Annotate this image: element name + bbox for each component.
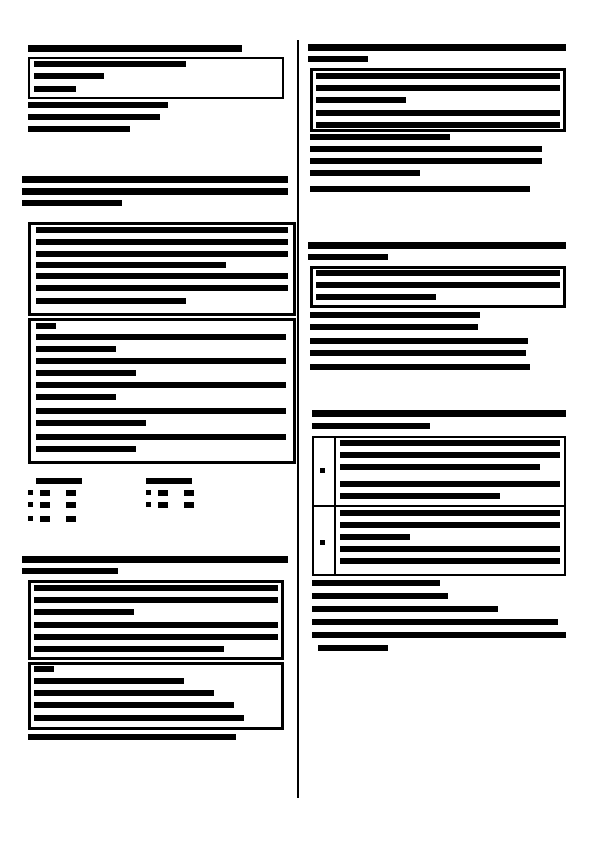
passage-line <box>36 285 288 291</box>
passage-line <box>36 298 186 304</box>
statements-heading <box>36 323 56 329</box>
answer-line <box>310 312 480 318</box>
answer-line <box>310 338 528 344</box>
statement-line <box>34 702 234 708</box>
answer-line <box>310 324 478 330</box>
option-line <box>34 73 104 79</box>
passage-line <box>316 85 560 91</box>
passage-line <box>316 122 560 128</box>
question-line <box>308 44 566 51</box>
answer-line <box>318 645 388 651</box>
passage-line <box>316 270 560 276</box>
answer-line <box>312 606 498 612</box>
answer-line <box>310 134 450 140</box>
answer-line <box>310 158 542 164</box>
statement-line <box>36 420 146 426</box>
answer-line <box>28 114 160 120</box>
question-line <box>312 423 430 429</box>
option-line <box>34 86 76 92</box>
statement-line <box>34 690 214 696</box>
passage-line <box>36 239 288 245</box>
statement-line <box>36 334 286 340</box>
statement-line <box>36 434 286 440</box>
passage-line <box>36 227 288 233</box>
statement-line <box>34 715 244 721</box>
passage-line <box>34 622 278 628</box>
table-cell-line <box>340 440 560 446</box>
answer-line <box>28 102 168 108</box>
statement-line <box>36 394 116 400</box>
row-label <box>320 540 325 545</box>
table-cell-line <box>340 558 560 564</box>
statement-line <box>36 358 286 364</box>
passage-line <box>34 634 278 640</box>
statement-line <box>36 370 136 376</box>
question-line <box>22 200 122 206</box>
question-line <box>308 254 388 260</box>
answer-line <box>312 632 566 638</box>
answer-line <box>310 146 542 152</box>
row-label <box>320 468 325 473</box>
answer-line <box>310 170 420 176</box>
statement-line <box>34 678 184 684</box>
table-cell-line <box>340 546 560 552</box>
question-line <box>22 568 118 574</box>
table-cell-line <box>340 522 560 528</box>
passage-line <box>316 73 560 79</box>
passage-line <box>34 646 224 652</box>
statement-line <box>36 382 286 388</box>
table-row-rule <box>312 505 566 507</box>
answer-line <box>312 580 440 586</box>
statement-line <box>36 446 136 452</box>
answer-line <box>310 186 530 192</box>
passage-line <box>316 97 406 103</box>
passage-line <box>34 609 134 615</box>
passage-line <box>36 273 288 279</box>
statements-heading <box>34 666 54 672</box>
answer-line <box>310 364 530 370</box>
answer-line <box>310 350 526 356</box>
question-line <box>22 176 288 183</box>
passage-line <box>316 282 560 288</box>
table-cell-line <box>340 452 560 458</box>
answer-line <box>28 734 236 740</box>
passage-line <box>316 110 560 116</box>
passage-line <box>34 597 278 603</box>
answer-line <box>312 619 558 625</box>
passage-line <box>36 251 288 257</box>
answer-line <box>312 593 448 599</box>
statement-line <box>36 408 286 414</box>
table-cell-line <box>340 464 540 470</box>
column-divider <box>297 40 299 798</box>
table-cell-line <box>340 534 410 540</box>
statement-line <box>36 346 116 352</box>
answer-line <box>28 126 130 132</box>
question-line <box>308 242 566 249</box>
question-line <box>22 188 288 195</box>
question-line <box>308 56 368 62</box>
question-line <box>22 556 288 563</box>
table-cell-line <box>340 481 560 487</box>
table-cell-line <box>340 493 500 499</box>
passage-line <box>36 262 226 268</box>
question-line <box>28 45 242 52</box>
passage-line <box>316 294 436 300</box>
passage-line <box>34 585 278 591</box>
table-cell-line <box>340 510 560 516</box>
option-line <box>34 61 186 67</box>
question-line <box>312 410 566 417</box>
